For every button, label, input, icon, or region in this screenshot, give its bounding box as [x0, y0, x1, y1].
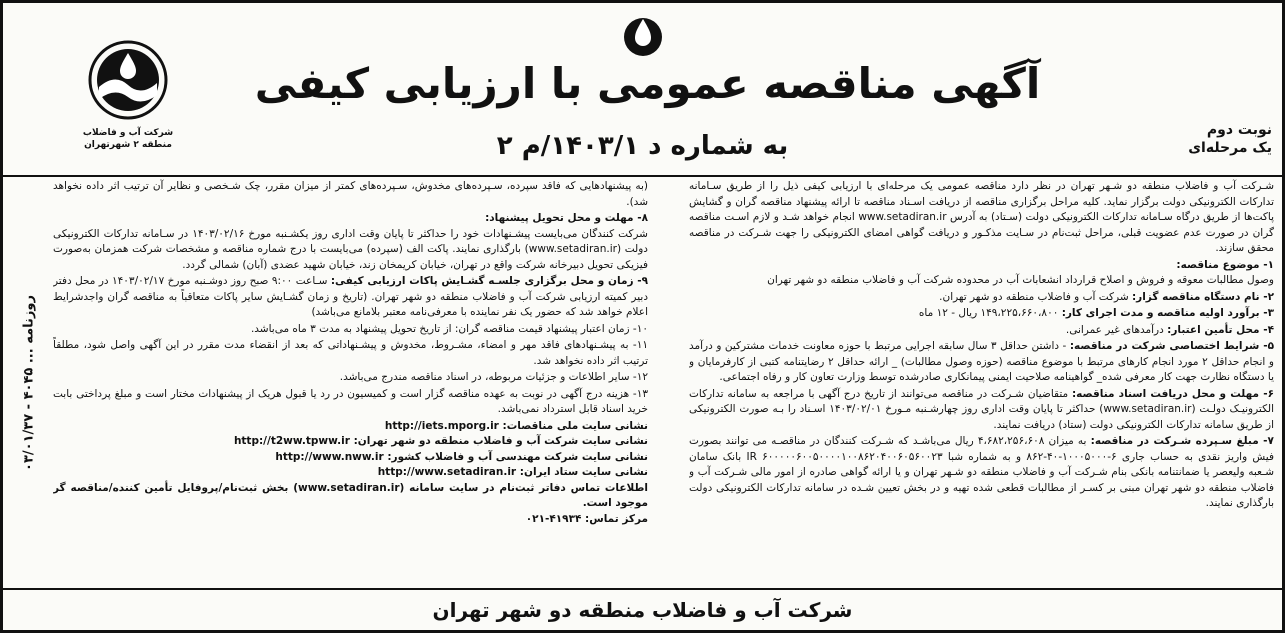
water-company-logo-icon: [85, 37, 171, 123]
ad-title: آگهی مناقصه عمومی با ارزیابی کیفی: [254, 59, 1041, 108]
item-12: ۱۲- سایر اطلاعات و جزئیات مربوطه، در اسناد مناقصه مندرج می‌باشد.: [339, 371, 648, 383]
item-3: ۳- برآورد اولیه مناقصه و مدت اجرای کار: ۱۴۹،۲۲۵،۶۶۰،۸۰۰ ریال - ۱۲ ماه: [918, 307, 1274, 319]
item-13: ۱۳- هزینه درج آگهی در نوبت به عهده مناقصه گزار است و کمیسیون در رد یا قبول هریک از پیشنهادات مختار است و مبلغ پرداختی بابت خرید اسناد قابل استرداد نمی‌باشد.: [53, 387, 648, 415]
item-8: ۸- مهلت و محل تحویل پیشنهاد: شرکت کنندگان می‌بایست پیشـنهادات خود را حداکثر تا پایان وقت اداری روز یکشـنبه مورخ ۱۴۰۳/۰۲/۱۶ در سـامانه تدارکات الکترونیکی دولت (www.setadiran.ir) بارگذاری نمایند. پاکت الف (سپرده) می‌بایست با درج شماره مناقصه و مشخصات شرکت همزمان به‌صورت فیزیکی تحویل دبیرخانه شرکت واقع در تهران، خیابان کریمخان زند، خیابان شهید عضدی (آبان) شمالی گردد.: [53, 212, 648, 271]
intro-paragraph: شـرکت آب و فاضلاب منطقه دو شـهر تهران در نظر دارد مناقصه عمومی یک مرحله‌ای با ارزیابی کیفی ذیل را از طریق سـامانه تدارکات الکترونیکی دولت برگزار نماید. کلیه مراحل برگزاری مناقصه از دریافت اسـناد مناقصه تا ارائه پیشنهاد مناقصه گران و گشایش پاکت‌ها از طریق درگاه سـامانه تدارکات الکترونیکی دولت (سـتاد) به آدرس www.setadiran.ir انجام خواهد شـد و لازم اسـت مناقصه گران در صورت عدم عضویت قبلی، مراحل ثبت‌نام در سـایت مذکـور و دریافت گواهی امضای الکترونیکی را جهت شـرکت در مناقصه محقق سازند.: [689, 180, 1274, 254]
newspaper-side-label: [9, 183, 49, 583]
company-logo: [73, 37, 183, 167]
water-drop-icon: [623, 11, 663, 59]
logo-caption-bottom: منطقه ۲ شهرتهران: [84, 140, 172, 150]
tender-stage: یک مرحله‌ای: [1188, 140, 1272, 156]
publication-badge: [1188, 121, 1272, 157]
tender-number: به شماره د ۱۴۰۳/۱/م ۲: [496, 131, 789, 161]
link-tenders-site[interactable]: نشانی سایت ملی مناقصات: http://iets.mporg.ir: [384, 419, 648, 432]
item-10: ۱۰- زمان اعتبار پیشنهاد قیمت مناقصه گران: از تاریخ تحویل پیشنهاد به مدت ۳ ماه می‌باشد.: [250, 322, 648, 335]
call-center: مرکز تماس: ۴۱۹۳۴-۰۲۱: [525, 512, 648, 525]
publication-round: نوبت دوم: [1206, 122, 1272, 138]
item-2: ۲- نام دستگاه مناقصه گزار: شرکت آب و فاضلاب منطقه دو شهر تهران.: [939, 290, 1274, 303]
link-setad-site[interactable]: نشانی سایت ستاد ایران: http://www.setadiran.ir: [377, 466, 648, 478]
item-7: ۷- مبلغ سـپرده شـرکت در مناقصه: به میزان ۴،۶۸۲،۲۵۶،۶۰۸ ریال می‌باشـد که شـرکت کنندگان در مناقصـه می توانند بصورت فیش واریز نقدی به حساب جاری ۶-۱۰۰۰۵۰۰۰-۴۰-۸۶۲ و به شماره شبا IR ۶۰۰۰۰۰۶۰۰۵۰۰۰۰۱۰۰۸۶۲۰۴۰۰۶۰۵۶۰۰۲۳ بانک سامان شـعبه ولیعصر یا ضمانتنامه بانکی بنام شـرکت آب و فاضلاب منطقه دو شـهر تهران و یا ارائه گواهی صادره از امور مالی شـرکت آب و فاضلاب منطقه دو شهر تهران مبنی بر کسـر از مطالبات قطعی شده تهیه و در بخش تعیین شـده در سامانه تدارکات الکترونیکی دولت بارگذاری نمایند.: [689, 435, 1274, 509]
deposit-note: (به پیشنهادهایی که فاقد سپرده، سـپرده‌های مخدوش، سـپرده‌های کمتر از میزان مقرر، چک شـخصی و نظایر آن ترتیب اثر داده نخواهد شد).: [53, 180, 648, 208]
item-4: ۴- محل تأمین اعتبار: درآمدهای غیر عمرانی.: [1065, 323, 1274, 336]
ad-footer: شرکت آب و فاضلاب منطقه دو شهر تهران: [3, 588, 1282, 630]
item-6: ۶- مهلت و محل دریافت اسناد مناقصه: متقاضیان شـرکت در مناقصه می‌توانند از تاریخ درج آگهی با مراجعه به سامانه تدارکات الکترونیـک دولـت (www.setadiran.ir) حداکثر تا پایان وقت اداری روز چهارشـنبه مـورخ ۱۴۰۳/۰۲/۰۱ اسـناد را بـه صورت الکترونیکی از طریق سامانه تدارکات الکترونیکی دولت (ستاد) دریافت نمایند.: [689, 387, 1274, 431]
item-1: ۱- موضوع مناقصه: وصول مطالبات معوقه و فروش و اصلاح قرارداد انشعابات آب در محدوده شرکت آب و فاضلاب منطقه دو شهر تهران: [767, 258, 1274, 286]
ad-header: [3, 3, 1282, 177]
newspaper-date-label: روزنامه ... ۴۰۴۵ - ۰۳/۰۱/۳۷: [21, 295, 37, 471]
item-11: ۱۱- به پیشـنهادهای فاقد مهر و امضاء، مشـروط، مخدوش و پیشـنهاداتی که بعد از انقضاء مدت مقرر در این آگهی واصل شود، مطلقاً ترتیب اثر داده نخواهد شد.: [53, 339, 648, 367]
item-9: ۹- زمان و محل برگزاری جلسـه گشـایش پاکات ارزیابی کیفی: سـاعت ۹:۰۰ صبح روز دوشـنبه مورخ ۱۴۰۳/۰۲/۱۷ در محل دفتر دبیر کمیته ارزیابی شرکت آب و فاضلاب منطقه دو شهر تهران. (تاریخ و زمان گشـایش سایر پاکات متعاقباً به مناقصه گران واجدشرایط اعلام خواهد شد که حضور یک نفر نماینده با معرفی‌نامه معتبر بلامانع می‌باشد): [53, 275, 648, 318]
logo-caption-top: شرکت آب و فاضلاب: [82, 128, 174, 138]
contact-info: اطلاعات تماس دفاتر ثبت‌نام در سایت سامانه (www.setadiran.ir) بخش ثبت‌نام/پروفایل تأمین کننده/مناقصه گر موجود است.: [53, 481, 648, 509]
website-links: [53, 419, 648, 528]
link-national-water-site[interactable]: نشانی سایت شرکت مهندسی آب و فاضلاب کشور: http://www.nww.ir: [275, 450, 648, 463]
ad-body: [53, 179, 1274, 589]
item-5: ۵- شرایط اختصاصی شرکت در مناقصه: - داشتن حداقل ۳ سال سابقه اجرایی مرتبط با حوزه معاونت خدمات مشترکین و درآمد و انجام حداقل ۲ مورد انجام کارهای مرتبط با موضوع مناقصه (حوزه وصول مطالبات) _ ارائه حداقل ۲ رضایتنامه کتبی از کارفرمایان و یا دستگاه نظارت جهت کار معرفی شده_ گواهینامه صلاحیت ایمنی پیمانکاری صادرشده توسط وزارت تعاون کار و رفاه اجتماعی.: [689, 340, 1274, 383]
link-company-site[interactable]: نشانی سایت شرکت آب و فاضلاب منطقه دو شهر تهران: http://t2ww.tpww.ir: [233, 435, 648, 447]
right-column: [689, 179, 1274, 589]
left-column: [53, 179, 648, 589]
